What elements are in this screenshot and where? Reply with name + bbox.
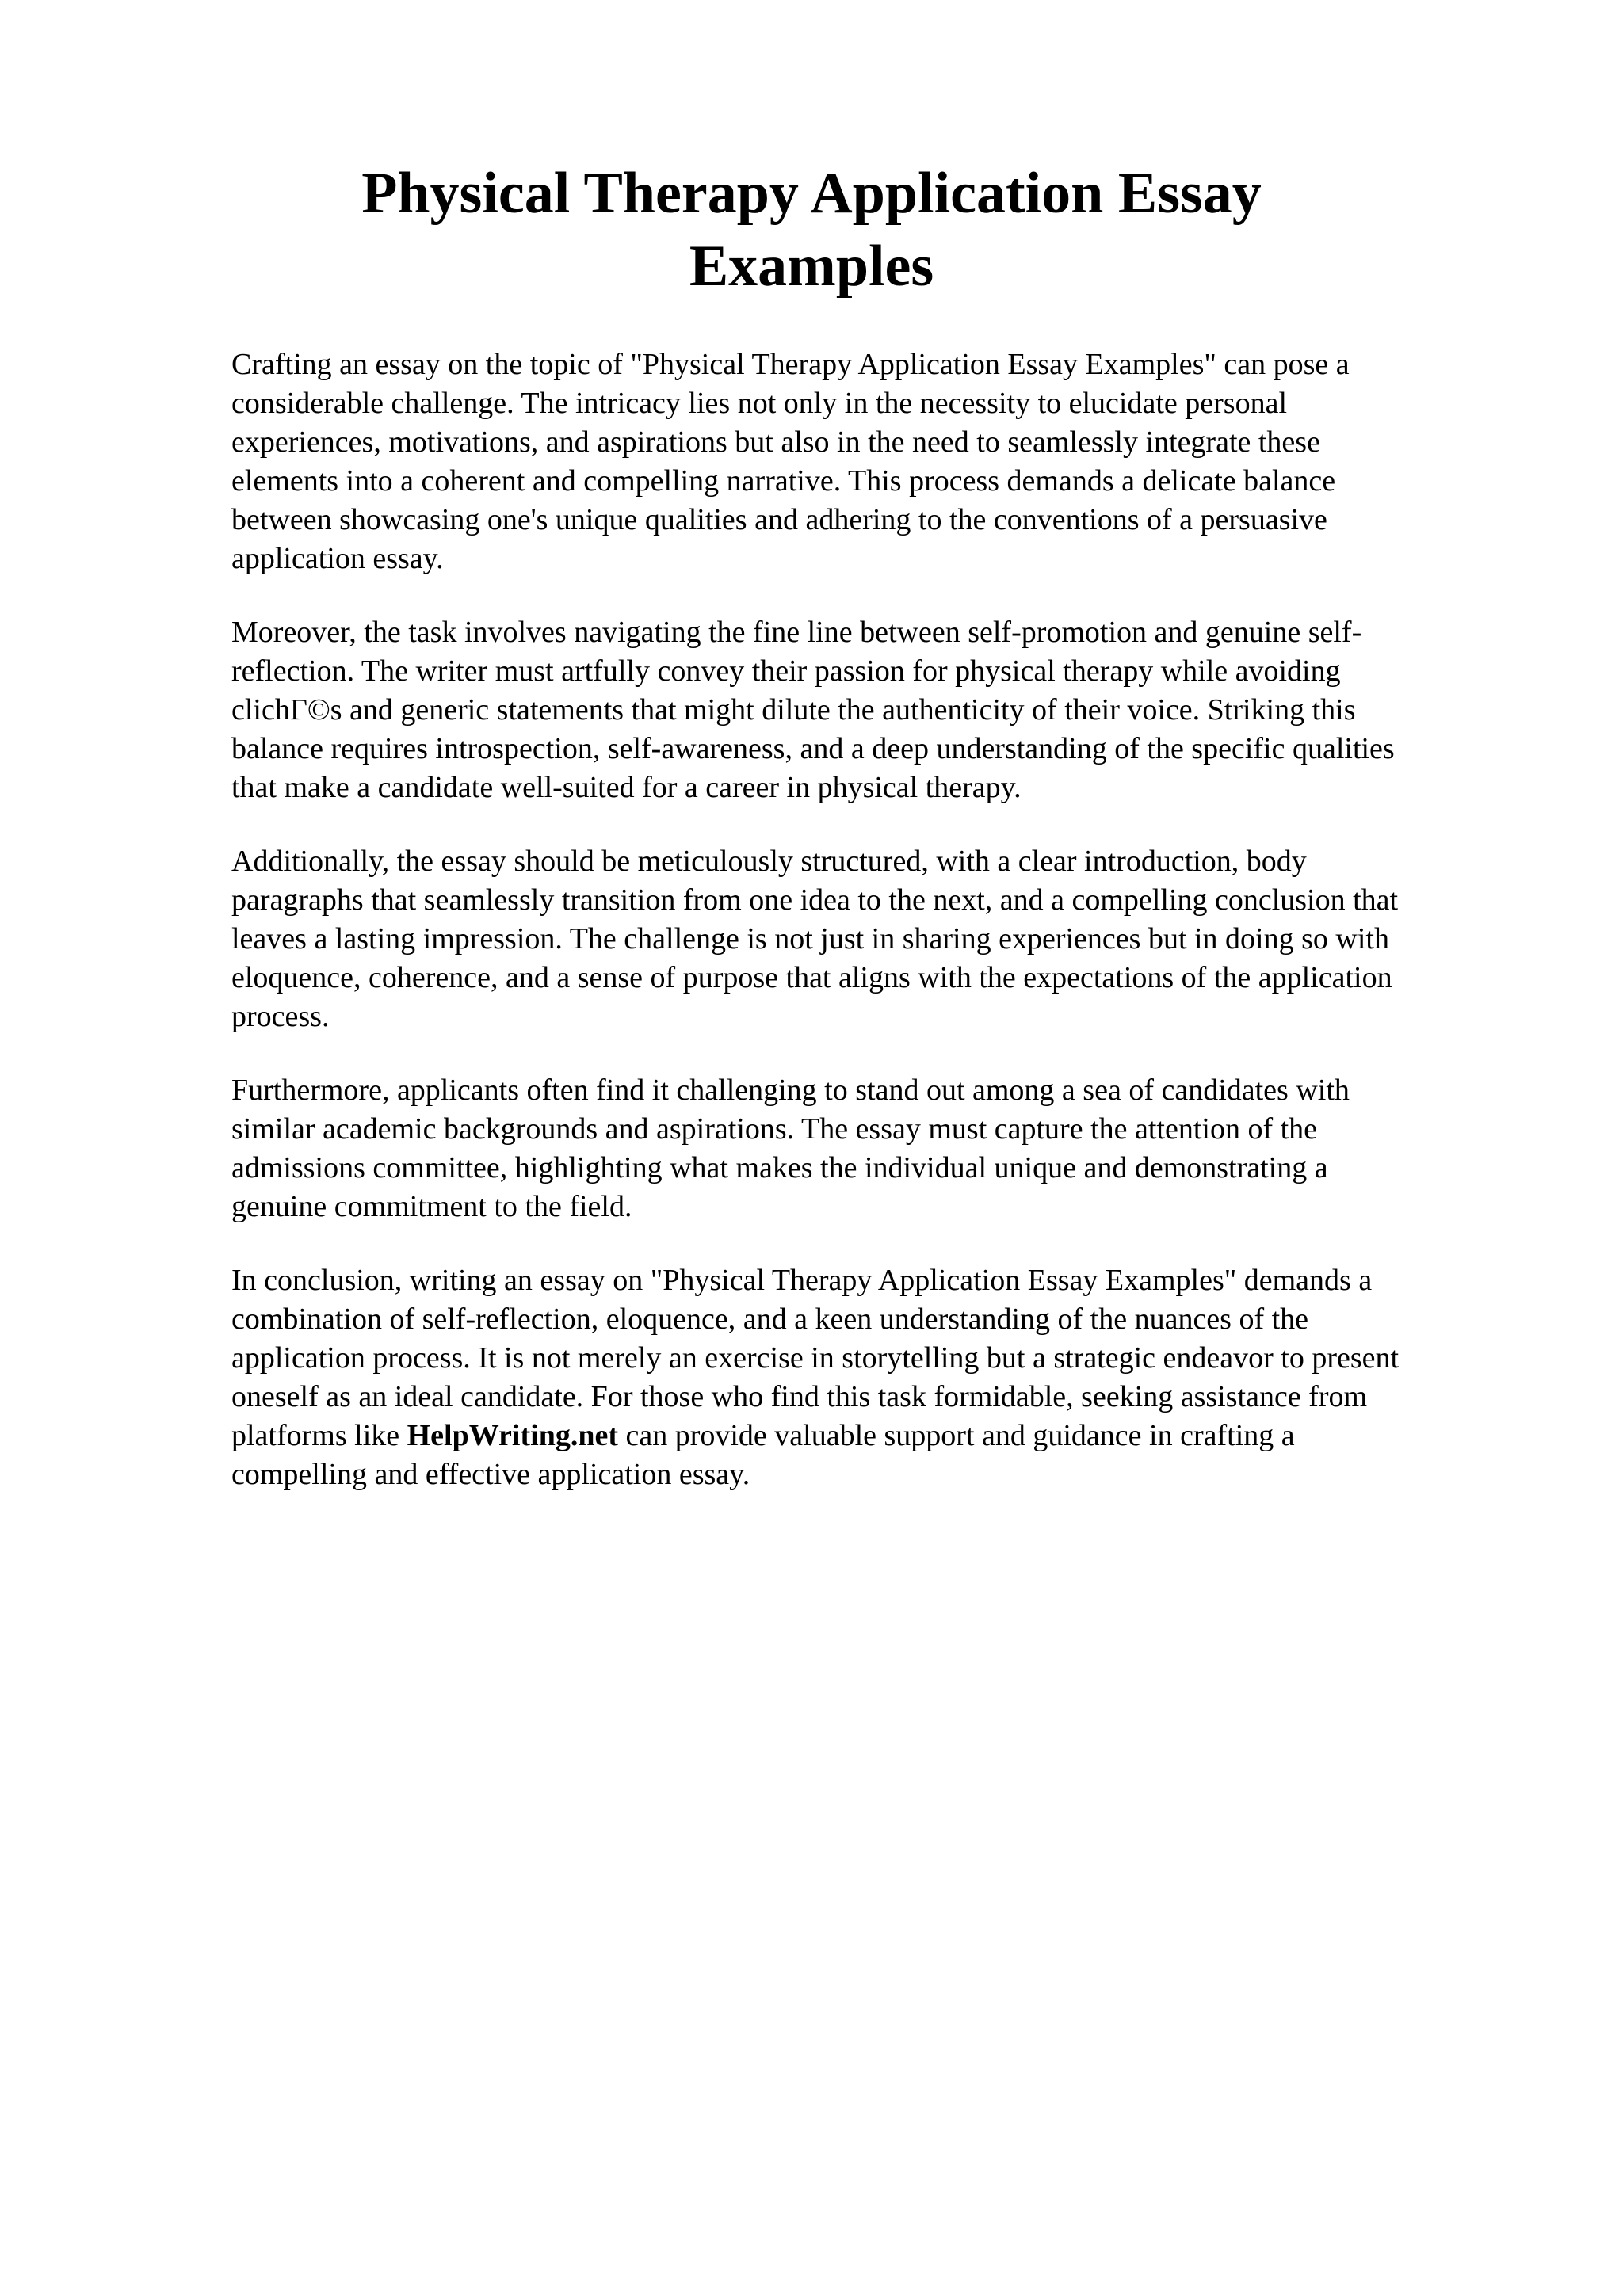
text-line: compelling and effective application essay.	[231, 1458, 750, 1491]
document-body	[231, 345, 1594, 1529]
text-line: application essay.	[231, 542, 444, 575]
text-line: eloquence, coherence, and a sense of purpose that aligns with the expectations of the application	[231, 961, 1392, 994]
text-line: admissions committee, highlighting what makes the individual unique and demonstrating a	[231, 1151, 1328, 1184]
text-line: that make a candidate well-suited for a career in physical therapy.	[231, 771, 1022, 804]
title-line-2: Examples	[689, 234, 934, 299]
text-line: process.	[231, 1000, 330, 1033]
document-title	[230, 157, 1393, 303]
text-line: genuine commitment to the field.	[231, 1190, 632, 1223]
title-line-1: Physical Therapy Application Essay	[361, 161, 1262, 226]
text-line: leaves a lasting impression. The challenge is not just in sharing experiences but in doing so with	[231, 922, 1389, 955]
text-line: similar academic backgrounds and aspirations. The essay must capture the attention of the	[231, 1112, 1318, 1146]
brand-line-after: can provide valuable support and guidance in crafting a	[617, 1419, 1295, 1452]
paragraph-3	[231, 842, 1594, 1036]
text-line: Crafting an essay on the topic of "Physical Therapy Application Essay Examples" can pose a	[231, 348, 1350, 381]
brand-text-line	[231, 1417, 1594, 1455]
text-line: clichΓ©s and generic statements that might dilute the authenticity of their voice. Striking this	[231, 693, 1356, 727]
text-line: between showcasing one's unique qualities and adhering to the conventions of a persuasive	[231, 503, 1327, 536]
text-line: application process. It is not merely an exercise in storytelling but a strategic endeavor to present	[231, 1341, 1400, 1375]
paragraph-1	[231, 345, 1594, 578]
brand-name: HelpWriting.net	[407, 1419, 618, 1452]
text-line: considerable challenge. The intricacy lies not only in the necessity to elucidate personal	[231, 387, 1288, 420]
text-line: experiences, motivations, and aspirations but also in the need to seamlessly integrate these	[231, 425, 1320, 459]
text-line: In conclusion, writing an essay on "Physical Therapy Application Essay Examples" demands a	[231, 1264, 1373, 1297]
text-line: paragraphs that seamlessly transition from one idea to the next, and a compelling conclusion that	[231, 883, 1399, 917]
paragraph-5	[231, 1261, 1594, 1494]
text-line: Additionally, the essay should be meticulously structured, with a clear introduction, body	[231, 845, 1307, 878]
paragraph-4	[231, 1071, 1594, 1226]
text-line: combination of self-reflection, eloquence, and a keen understanding of the nuances of the	[231, 1302, 1309, 1336]
brand-line-before: platforms like	[231, 1419, 407, 1452]
text-line: elements into a coherent and compelling narrative. This process demands a delicate balance	[231, 464, 1336, 498]
text-line: Furthermore, applicants often find it challenging to stand out among a sea of candidates with	[231, 1074, 1350, 1107]
text-line: reflection. The writer must artfully convey their passion for physical therapy while avoiding	[231, 654, 1341, 688]
text-line: Moreover, the task involves navigating the fine line between self-promotion and genuine self-	[231, 616, 1362, 649]
text-line: balance requires introspection, self-awareness, and a deep understanding of the specific qualities	[231, 732, 1395, 765]
text-line: oneself as an ideal candidate. For those who find this task formidable, seeking assistance from	[231, 1380, 1368, 1413]
paragraph-2	[231, 613, 1594, 807]
